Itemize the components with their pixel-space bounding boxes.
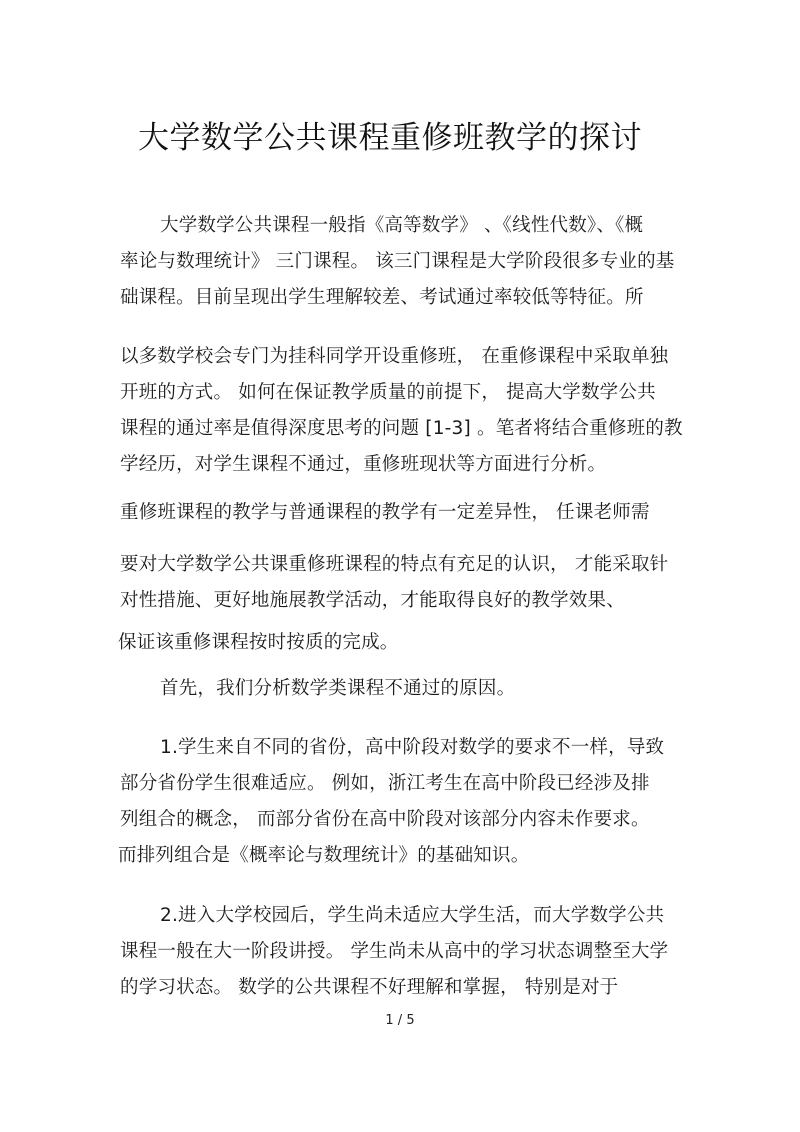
paragraph-line: 开班的方式。 如何在保证教学质量的前提下， 提高大学数学公共	[120, 382, 656, 403]
paragraph-line: 列组合的概念， 而部分省份在高中阶段对该部分内容未作要求。	[120, 809, 650, 830]
paragraph-line: 首先，我们分析数学类课程不通过的原因。	[160, 678, 516, 699]
paragraph-line: 课程一般在大一阶段讲授。 学生尚未从高中的学习状态调整至大学	[120, 941, 669, 962]
paragraph-line: 对性措施、更好地施展教学活动，才能取得良好的教学效果、	[120, 590, 625, 611]
page-number: 1 / 5	[385, 1013, 415, 1028]
paragraph-line: 率论与数理统计》 三门课程。 该三门课程是大学阶段很多专业的基	[120, 251, 675, 272]
paragraph-line: 要对大学数学公共课重修班课程的特点有充足的认识， 才能采取针	[120, 554, 669, 575]
document-title: 大学数学公共课程重修班教学的探讨	[138, 120, 642, 156]
paragraph-line: 的学习状态。 数学的公共课程不好理解和掌握， 特别是对于	[120, 977, 619, 998]
paragraph-line: 课程的通过率是值得深度思考的问题 [1-3] 。笔者将结合重修班的教	[120, 418, 683, 439]
paragraph-line: 而排列组合是《概率论与数理统计》的基础知识。	[118, 845, 530, 866]
paragraph-line: 础课程。目前呈现出学生理解较差、考试通过率较低等特征。所	[120, 287, 644, 308]
paragraph-line: 重修班课程的教学与普通课程的教学有一定差异性， 任课老师需	[120, 502, 650, 523]
paragraph-line: 保证该重修课程按时按质的完成。	[118, 632, 399, 653]
paragraph-line: 学经历，对学生课程不通过，重修班现状等方面进行分析。	[120, 454, 607, 475]
paragraph-line: 1.学生来自不同的省份，高中阶段对数学的要求不一样，导致	[160, 737, 665, 758]
paragraph-line: 以多数学校会专门为挂科同学开设重修班， 在重修课程中采取单独	[120, 346, 669, 367]
paragraph-line: 部分省份学生很难适应。 例如，浙江考生在高中阶段已经涉及排	[120, 773, 650, 794]
paragraph-line: 2.进入大学校园后，学生尚未适应大学生活，而大学数学公共	[160, 905, 665, 926]
paragraph-line: 大学数学公共课程一般指《高等数学》 、《线性代数》、《概	[160, 215, 644, 236]
